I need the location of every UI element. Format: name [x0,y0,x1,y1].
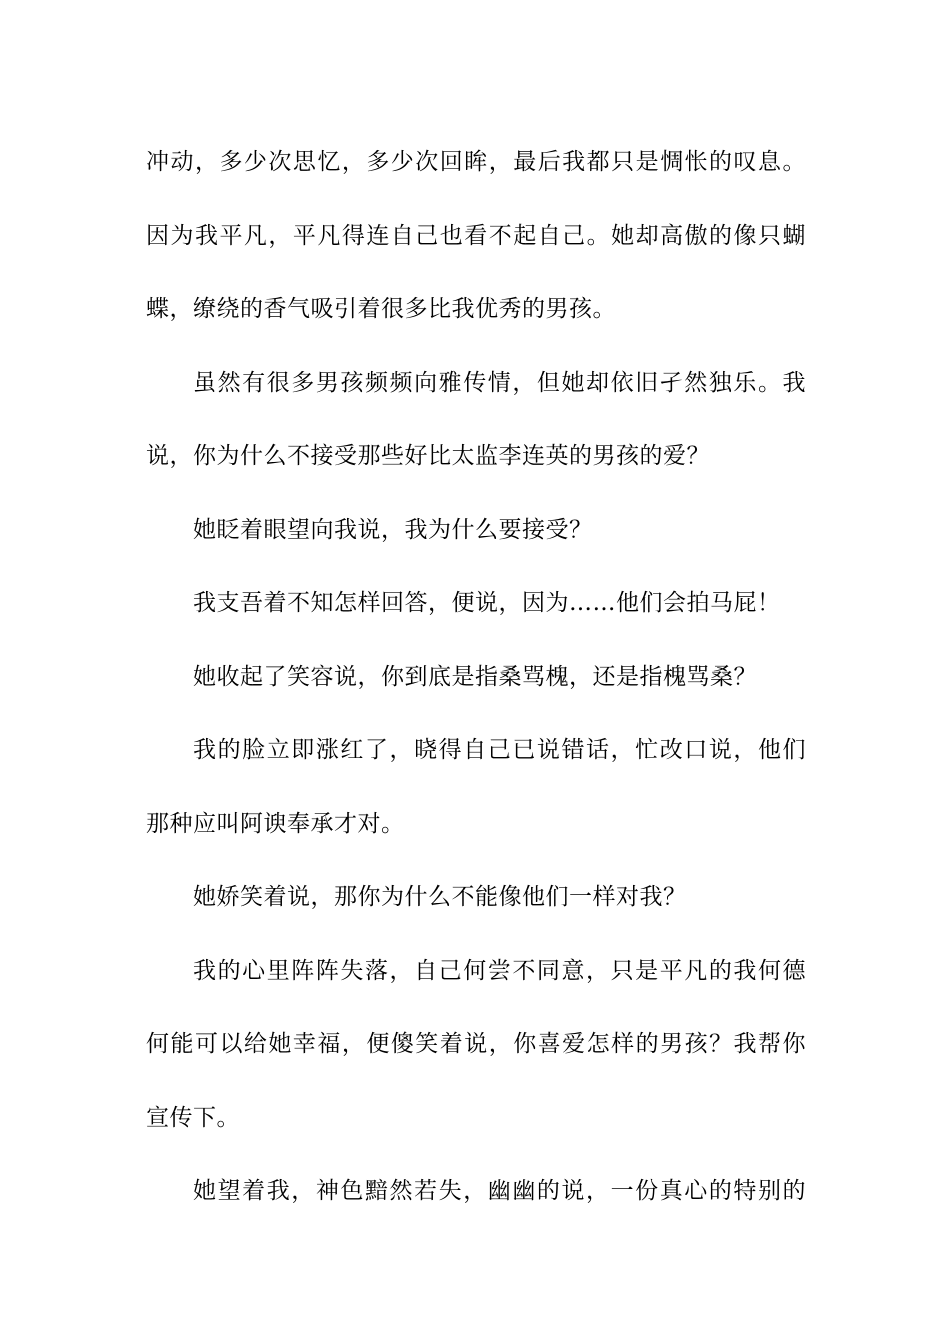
text-line: 冲动，多少次思忆，多少次回眸，最后我都只是惆怅的叹息。 [146,149,806,175]
paragraph-start-line: 她娇笑着说，那你为什么不能像他们一样对我？ [193,884,687,910]
paragraph-start-line: 我支吾着不知怎样回答，便说，因为……他们会拍马屁！ [193,590,781,616]
paragraph-start-line: 虽然有很多男孩频频向雅传情，但她却依旧孑然独乐。我 [193,369,806,396]
paragraph-start-line: 她眨着眼望向我说，我为什么要接受？ [193,516,593,543]
paragraph-start-line: 我的心里阵阵失落，自己何尝不同意，只是平凡的我何德 [193,957,806,984]
body-text [146,126,806,1229]
paragraph-start-line: 她望着我，神色黯然若失，幽幽的说，一份真心的特别的 [193,1178,806,1204]
text-line: 因为我平凡，平凡得连自己也看不起自己。她却高傲的像只蝴 [146,222,806,249]
text-line: 宣传下。 [146,1104,240,1131]
paragraph-start-line: 我的脸立即涨红了，晓得自己已说错话，忙改口说，他们 [193,737,806,763]
text-line: 说，你为什么不接受那些好比太监李连英的男孩的爱？ [146,443,710,469]
paragraph-start-line: 她收起了笑容说，你到底是指桑骂槐，还是指槐骂桑？ [193,663,757,690]
text-line: 那种应叫阿谀奉承才对。 [146,810,405,837]
text-line: 蝶，缭绕的香气吸引着很多比我优秀的男孩。 [146,296,616,322]
text-line: 何能可以给她幸福，便傻笑着说，你喜爱怎样的男孩？我帮你 [146,1031,806,1057]
